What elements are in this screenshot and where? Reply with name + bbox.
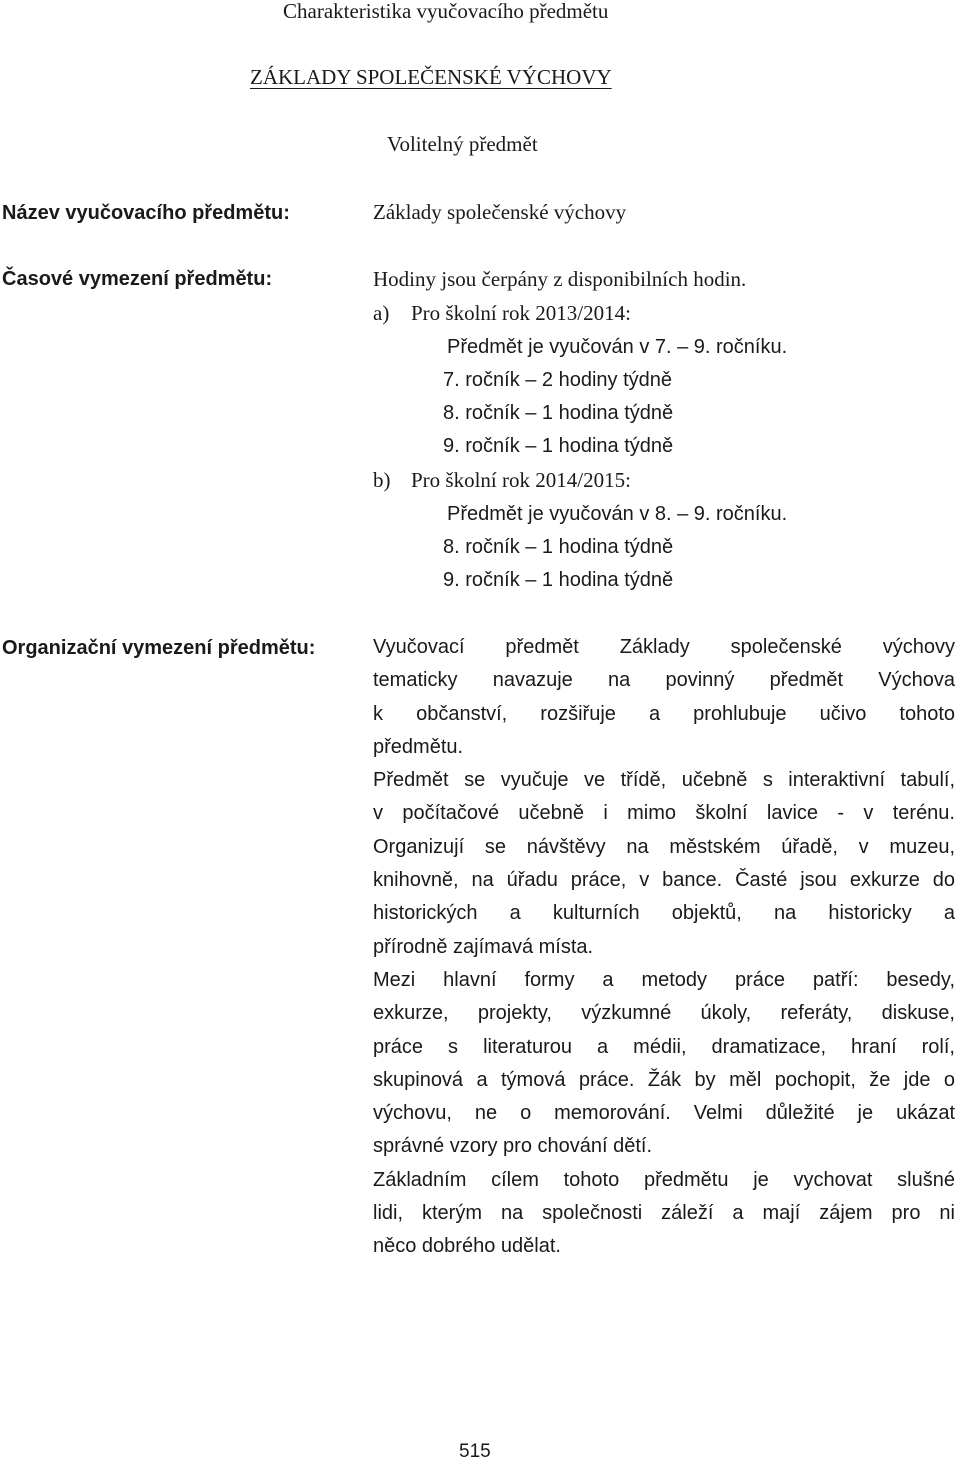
org-line: předmětu. bbox=[373, 735, 464, 758]
org-line: práce s literaturou a médii, dramatizace, hraní rolí, bbox=[373, 1035, 955, 1058]
time-b-line: 9. ročník – 1 hodina týdně bbox=[443, 569, 674, 591]
org-line: k občanství, rozšiřuje a prohlubuje učivo tohoto bbox=[373, 702, 955, 725]
time-b-line: Předmět je vyučován v 8. – 9. ročníku. bbox=[447, 503, 788, 525]
subject-title: ZÁKLADY SPOLEČENSKÉ VÝCHOVY bbox=[250, 65, 612, 89]
org-paragraph bbox=[373, 631, 955, 1264]
time-b-line: 8. ročník – 1 hodina týdně bbox=[443, 536, 674, 558]
time-a-line: Předmět je vyučován v 7. – 9. ročníku. bbox=[447, 336, 788, 358]
org-line: výchovu, ne o memorování. Velmi důležité je ukázat bbox=[373, 1102, 955, 1125]
page-number: 515 bbox=[459, 1441, 491, 1462]
time-a-title: Pro školní rok 2013/2014: bbox=[411, 301, 631, 325]
org-line: v počítačové učebně i mimo školní lavice - v terénu. bbox=[373, 802, 955, 825]
org-line: Mezi hlavní formy a metody práce patří: besedy, bbox=[373, 968, 955, 991]
org-line: historických a kulturních objektů, na historicky a bbox=[373, 902, 955, 925]
org-label: Organizační vymezení předmětu: bbox=[2, 637, 316, 659]
org-line: Předmět se vyučuje ve třídě, učebně s interaktivní tabulí, bbox=[373, 769, 955, 792]
org-line: knihovně, na úřadu práce, v bance. Časté jsou exkurze do bbox=[373, 869, 955, 892]
time-a-line: 8. ročník – 1 hodina týdně bbox=[443, 402, 674, 424]
time-intro: Hodiny jsou čerpány z disponibilních hodin. bbox=[373, 267, 747, 291]
org-line: něco dobrého udělat. bbox=[373, 1235, 561, 1258]
time-a-line: 7. ročník – 2 hodiny týdně bbox=[443, 369, 673, 391]
time-a-line: 9. ročník – 1 hodina týdně bbox=[443, 435, 674, 457]
org-line: Organizují se návštěvy na městském úřadě, v muzeu, bbox=[373, 835, 955, 858]
time-label: Časové vymezení předmětu: bbox=[2, 268, 273, 290]
org-line: Základním cílem tohoto předmětu je vychovat slušné bbox=[373, 1168, 955, 1191]
time-b-title: Pro školní rok 2014/2015: bbox=[411, 468, 631, 492]
org-line: skupinová a týmová práce. Žák by měl pochopit, že jde o bbox=[373, 1068, 955, 1091]
org-line: správné vzory pro chování dětí. bbox=[373, 1135, 653, 1158]
name-label: Název vyučovacího předmětu: bbox=[2, 202, 290, 224]
org-line: lidi, kterým na společnosti záleží a mají zájem pro ni bbox=[373, 1202, 955, 1225]
org-line: Vyučovací předmět Základy společenské výchovy bbox=[373, 636, 955, 658]
time-a-label: a) bbox=[373, 301, 390, 325]
org-line: tematicky navazuje na povinný předmět Výchova bbox=[373, 669, 955, 692]
name-value: Základy společenské výchovy bbox=[373, 200, 627, 224]
org-line: přírodně zajímavá místa. bbox=[373, 935, 594, 958]
subject-type: Volitelný předmět bbox=[387, 132, 538, 156]
document-title: Charakteristika vyučovacího předmětu bbox=[283, 0, 609, 23]
org-line: exkurze, projekty, výzkumné úkoly, referáty, diskuse, bbox=[373, 1002, 955, 1025]
time-b-label: b) bbox=[373, 468, 391, 492]
